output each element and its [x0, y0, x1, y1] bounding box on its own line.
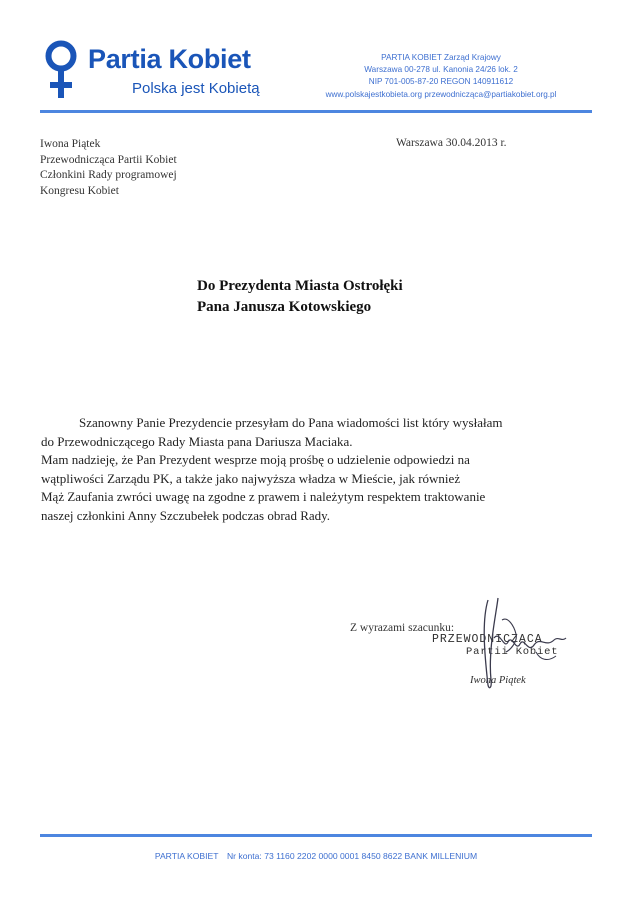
recipient-block — [197, 276, 403, 318]
footer-party-name: PARTIA KOBIET — [154, 851, 219, 861]
organization-info — [296, 52, 586, 101]
body-line: Szanowny Panie Prezydencie przesyłam do Pana wiadomości list który wysłałam — [79, 415, 503, 430]
closing-greeting: Z wyrazami szacunku: — [350, 622, 455, 634]
recipient-line: Pana Janusza Kotowskiego — [197, 299, 372, 315]
sender-line: Kongresu Kobiet — [40, 184, 119, 197]
party-logo-subtitle: Polska jest Kobietą — [132, 80, 260, 97]
org-info-line: NIP 701-005-87-20 REGON 140911612 — [368, 77, 514, 87]
venus-symbol-icon — [44, 40, 78, 102]
org-info-line: Warszawa 00-278 ul. Kanonia 24/26 lok. 2 — [364, 65, 518, 75]
org-info-line: PARTIA KOBIET Zarząd Krajowy — [381, 53, 501, 62]
stamp-name: Iwona Piątek — [470, 675, 526, 686]
sender-line: Przewodnicząca Partii Kobiet — [40, 153, 177, 166]
org-info-line: www.polskajestkobieta.org przewodnicząca@partiakobiet.org.pl — [325, 89, 557, 99]
header-divider — [40, 110, 592, 113]
stamp-title: PRZEWODNICZĄCA — [432, 633, 543, 646]
body-line: wątpliwości Zarządu PK, a także jako najwyższa władza w Mieście, jak również — [41, 470, 461, 486]
footer-account: Nr konta: 73 1160 2202 0000 0001 8450 8622 BANK MILLENIUM — [226, 851, 478, 861]
sender-block — [40, 137, 177, 199]
letter-date: Warszawa 30.04.2013 r. — [396, 137, 507, 149]
body-line: Mam nadzieję, że Pan Prezydent wesprze moją prośbę o udzielenie odpowiedzi na — [41, 452, 470, 467]
stamp-party: Partii Kobiet — [466, 646, 559, 658]
sender-line: Iwona Piątek — [40, 138, 101, 150]
letter-body — [41, 414, 581, 525]
footer-divider — [40, 834, 592, 837]
recipient-line: Do Prezydenta Miasta Ostrołęki — [197, 278, 403, 294]
party-logo-title: Partia Kobiet — [88, 44, 251, 74]
body-line: do Przewodniczącego Rady Miasta pana Dariusza Maciaka. — [41, 433, 353, 449]
footer-bank-info — [40, 851, 592, 861]
body-line: naszej członkini Anny Szczubełek podczas obrad Rady. — [41, 507, 331, 523]
sender-line: Członkini Rady programowej — [40, 169, 177, 181]
body-line: Mąż Zaufania zwróci uwagę na zgodne z prawem i należytym respektem traktowanie — [41, 489, 486, 504]
